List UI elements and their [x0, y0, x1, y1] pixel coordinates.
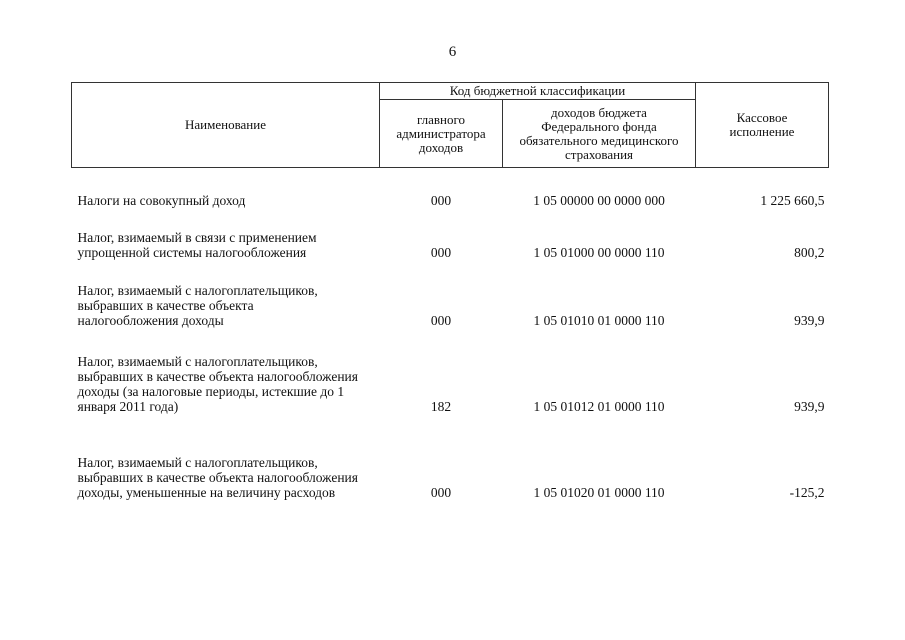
table-body	[72, 168, 829, 501]
table-row	[72, 328, 829, 414]
header-main-administrator: главного администратора доходов	[380, 100, 503, 168]
header-fund-revenues: доходов бюджета Федерального фонда обязательного медицинского страхования	[503, 100, 696, 168]
row-execution: 1 225 660,5	[760, 193, 825, 208]
page-number: 6	[448, 44, 457, 60]
row-admin-code: 000	[430, 245, 452, 260]
row-admin-code: 000	[430, 485, 452, 500]
row-name: Налог, взимаемый с налогоплательщиков, выбравших в качестве объекта налогообложения доходы (за налоговые периоды, истекшие до 1 января 2011 года)	[77, 354, 358, 414]
row-classification-code: 1 05 00000 00 0000 000	[533, 193, 665, 208]
row-classification-code: 1 05 01000 00 0000 110	[533, 245, 665, 260]
table-header	[72, 83, 829, 168]
row-admin-code: 000	[430, 193, 452, 208]
row-execution: 800,2	[794, 245, 825, 260]
row-admin-code: 182	[430, 399, 452, 414]
table-row	[72, 168, 829, 209]
table-row	[72, 208, 829, 260]
row-classification-code: 1 05 01020 01 0000 110	[533, 485, 665, 500]
budget-table	[71, 82, 829, 500]
table-row	[72, 414, 829, 500]
row-name: Налоги на совокупный доход	[77, 193, 246, 208]
row-classification-code: 1 05 01010 01 0000 110	[533, 313, 665, 328]
header-name: Наименование	[72, 83, 380, 168]
table-row	[72, 260, 829, 328]
header-execution: Кассовое исполнение	[696, 83, 829, 168]
row-execution: 939,9	[794, 313, 825, 328]
row-name: Налог, взимаемый с налогоплательщиков, выбравших в качестве объекта налогообложения доходы, уменьшенные на величину расходов	[77, 455, 358, 500]
row-execution: 939,9	[794, 399, 825, 414]
row-admin-code: 000	[430, 313, 452, 328]
row-classification-code: 1 05 01012 01 0000 110	[533, 399, 665, 414]
row-name: Налог, взимаемый в связи с применением упрощенной системы налогообложения	[77, 230, 317, 260]
row-execution: -125,2	[789, 485, 825, 500]
row-name: Налог, взимаемый с налогоплательщиков, выбравших в качестве объекта налогообложения доходы	[77, 283, 318, 328]
header-classification-code: Код бюджетной классификации	[380, 83, 696, 100]
